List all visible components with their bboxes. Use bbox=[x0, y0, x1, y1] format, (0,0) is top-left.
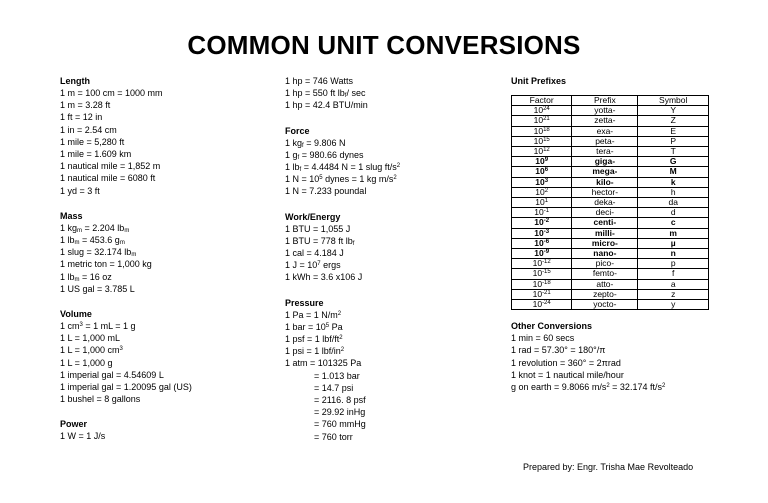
force-line: 1 $N = 10^5$ dynes = 1 kg $m/s^2$ bbox=[285, 174, 397, 185]
other-title: Other Conversions bbox=[511, 321, 593, 332]
power-line: 1 hp = 550 ft $lb_f/$ sec bbox=[285, 88, 366, 100]
factor-cell: $10^{-1}$ bbox=[512, 208, 572, 218]
symbol-cell: M bbox=[638, 167, 709, 177]
prefix-row bbox=[512, 269, 709, 279]
prefix-table bbox=[511, 95, 709, 310]
volume-title: Volume bbox=[60, 309, 92, 320]
factor-cell: $10^{-21}$ bbox=[512, 289, 572, 299]
pressure-title: Pressure bbox=[285, 297, 324, 308]
symbol-cell: c bbox=[638, 218, 709, 228]
symbol-cell: m bbox=[638, 228, 709, 238]
work-line: 1 BTU = 778 ft $lb_f$ bbox=[285, 235, 355, 247]
symbol-cell: T bbox=[638, 147, 709, 157]
volume-line: 1 L = 1,000 g bbox=[60, 357, 113, 368]
symbol-cell: y bbox=[638, 300, 709, 310]
factor-cell: $10^{-3}$ bbox=[512, 228, 572, 238]
volume-line: 1 imperial gal = 4.54609 L bbox=[60, 369, 164, 380]
force-section bbox=[285, 125, 500, 198]
pressure-line: = 2116. 8 psf bbox=[314, 395, 366, 406]
prefix-cell: zetta- bbox=[572, 116, 638, 126]
prefix-row bbox=[512, 238, 709, 248]
pressure-line: = 29.92 inHg bbox=[314, 407, 366, 418]
volume-line: 1 $cm^3 = 1$ mL = 1 g bbox=[60, 321, 136, 332]
force-line: 1 N = 7.233 poundal bbox=[285, 186, 367, 197]
prefix-row bbox=[512, 300, 709, 310]
other-line: 1 rad = 57.30° = 180°/π bbox=[511, 345, 606, 356]
mass-line: 1 $lb_m = 16$ oz bbox=[60, 271, 112, 283]
prefix-cell: yotta- bbox=[572, 106, 638, 116]
symbol-cell: P bbox=[638, 136, 709, 146]
power-section bbox=[60, 418, 270, 442]
prefix-cell: pico- bbox=[572, 259, 638, 269]
column-3 bbox=[511, 75, 726, 393]
symbol-cell: µ bbox=[638, 238, 709, 248]
factor-cell: $10^{15}$ bbox=[512, 136, 572, 146]
prefix-cell: tera- bbox=[572, 147, 638, 157]
other-line: 1 min = 60 secs bbox=[511, 333, 575, 344]
prefix-cell: kilo- bbox=[572, 177, 638, 187]
length-line: 1 nautical mile = 1,852 m bbox=[60, 161, 161, 172]
prefix-cell: atto- bbox=[572, 279, 638, 289]
factor-cell: $10^2$ bbox=[512, 187, 572, 197]
prefix-cell: milli- bbox=[572, 228, 638, 238]
length-section bbox=[60, 75, 270, 197]
mass-title: Mass bbox=[60, 210, 83, 221]
other-line: 1 revolution = 360° = 2πrad bbox=[511, 357, 621, 368]
symbol-cell: a bbox=[638, 279, 709, 289]
length-line: 1 mile = 1.609 km bbox=[60, 149, 132, 160]
symbol-cell: Y bbox=[638, 106, 709, 116]
pressure-line: = 760 mmHg bbox=[314, 419, 366, 430]
prefix-cell: nano- bbox=[572, 249, 638, 259]
factor-cell: $10^{-18}$ bbox=[512, 279, 572, 289]
prefix-row bbox=[512, 228, 709, 238]
other-section bbox=[511, 320, 726, 393]
factor-cell: $10^{-9}$ bbox=[512, 249, 572, 259]
factor-header: Factor bbox=[512, 96, 572, 106]
symbol-cell: k bbox=[638, 177, 709, 187]
prefix-row bbox=[512, 198, 709, 208]
volume-line: 1 L = 1,000 mL bbox=[60, 333, 120, 344]
prefix-table-header bbox=[512, 96, 709, 106]
mass-line: 1 $kg_m = 2.204$ $lb_m$ bbox=[60, 222, 130, 234]
factor-cell: $10^{21}$ bbox=[512, 116, 572, 126]
pressure-line: = 1.013 bar bbox=[314, 370, 360, 381]
factor-cell: $10^{-2}$ bbox=[512, 218, 572, 228]
work-line: 1 cal = 4.184 J bbox=[285, 248, 344, 259]
prefixes-title: Unit Prefixes bbox=[511, 76, 567, 86]
column-1 bbox=[60, 75, 270, 456]
prefix-row bbox=[512, 279, 709, 289]
prefix-row bbox=[512, 187, 709, 197]
prefix-row bbox=[512, 126, 709, 136]
work-line: 1 BTU = 1,055 J bbox=[285, 223, 351, 234]
volume-line: 1 L = 1,000 $cm^3$ bbox=[60, 345, 123, 356]
prefix-row bbox=[512, 147, 709, 157]
prefix-row bbox=[512, 259, 709, 269]
prefix-header: Prefix bbox=[572, 96, 638, 106]
prefix-row bbox=[512, 208, 709, 218]
symbol-cell: d bbox=[638, 208, 709, 218]
symbol-cell: G bbox=[638, 157, 709, 167]
power-continued bbox=[285, 75, 500, 112]
column-2 bbox=[285, 75, 500, 456]
work-title: Work/Energy bbox=[285, 211, 341, 222]
prefix-cell: mega- bbox=[572, 167, 638, 177]
other-line: g on earth = 9.8066 $m/s^2 = 32.174$ $ft/s^2$ bbox=[511, 382, 666, 393]
prefix-cell: centi- bbox=[572, 218, 638, 228]
prefix-row bbox=[512, 249, 709, 259]
factor-cell: $10^{-12}$ bbox=[512, 259, 572, 269]
factor-cell: $10^{18}$ bbox=[512, 126, 572, 136]
mass-line: 1 metric ton = 1,000 kg bbox=[60, 259, 152, 270]
prefix-row bbox=[512, 157, 709, 167]
page-title: COMMON UNIT CONVERSIONS bbox=[187, 30, 581, 60]
prefix-row bbox=[512, 177, 709, 187]
symbol-cell: Z bbox=[638, 116, 709, 126]
power-line: 1 W = 1 J/s bbox=[60, 431, 106, 442]
pressure-line: = 760 torr bbox=[314, 431, 353, 442]
symbol-cell: E bbox=[638, 126, 709, 136]
prefix-row bbox=[512, 136, 709, 146]
work-section bbox=[285, 211, 500, 284]
factor-cell: $10^{-24}$ bbox=[512, 300, 572, 310]
mass-line: 1 $lb_m = 453.6$ $g_m$ bbox=[60, 235, 125, 247]
symbol-cell: z bbox=[638, 289, 709, 299]
pressure-line: 1 atm = 101325 Pa bbox=[285, 358, 362, 369]
pressure-line: 1 psi = 1 lbf/$in^2$ bbox=[285, 346, 345, 357]
factor-cell: $10^6$ bbox=[512, 167, 572, 177]
force-line: 1 $kg_f = 9.806$ N bbox=[285, 137, 346, 149]
symbol-cell: p bbox=[638, 259, 709, 269]
length-line: 1 mile = 5,280 ft bbox=[60, 136, 125, 147]
symbol-cell: n bbox=[638, 249, 709, 259]
pressure-section bbox=[285, 297, 500, 443]
factor-cell: $10^9$ bbox=[512, 157, 572, 167]
prepared-by: Prepared by: Engr. Trisha Mae Revolteado bbox=[523, 462, 694, 472]
length-line: 1 m = 100 cm = 1000 mm bbox=[60, 88, 163, 98]
prefix-cell: deka- bbox=[572, 198, 638, 208]
prefix-cell: exa- bbox=[572, 126, 638, 136]
length-line: 1 m = 3.28 ft bbox=[60, 100, 111, 111]
prefix-cell: zepto- bbox=[572, 289, 638, 299]
factor-cell: $10^{-15}$ bbox=[512, 269, 572, 279]
prefix-cell: hector- bbox=[572, 187, 638, 197]
factor-cell: $10^{-6}$ bbox=[512, 238, 572, 248]
force-line: 1 $lb_f = 4.4484$ N = 1 slug $ft/s^2$ bbox=[285, 162, 401, 174]
prefix-row bbox=[512, 218, 709, 228]
pressure-line: = 14.7 psi bbox=[314, 382, 354, 393]
prefix-cell: femto- bbox=[572, 269, 638, 279]
prefix-row bbox=[512, 116, 709, 126]
length-line: 1 nautical mile = 6080 ft bbox=[60, 173, 156, 184]
factor-cell: $10^1$ bbox=[512, 198, 572, 208]
volume-line: 1 imperial gal = 1.20095 gal (US) bbox=[60, 382, 192, 393]
work-line: 1 kWh = 3.6 x106 J bbox=[285, 272, 363, 283]
prefix-cell: giga- bbox=[572, 157, 638, 167]
mass-line: 1 slug = 32.174 $lb_m$ bbox=[60, 247, 137, 259]
power-title: Power bbox=[60, 419, 88, 430]
mass-line: 1 US gal = 3.785 L bbox=[60, 283, 135, 294]
prefix-cell: micro- bbox=[572, 238, 638, 248]
mass-section bbox=[60, 210, 270, 295]
force-line: 1 $g_f = 980.66$ dynes bbox=[285, 149, 364, 161]
power-line: 1 hp = 42.4 BTU/min bbox=[285, 100, 368, 111]
symbol-header: Symbol bbox=[638, 96, 709, 106]
pressure-line: 1 bar = $10^5$ Pa bbox=[285, 321, 343, 332]
prefix-row bbox=[512, 106, 709, 116]
prefix-cell: deci- bbox=[572, 208, 638, 218]
volume-line: 1 bushel = 8 gallons bbox=[60, 394, 141, 405]
power-line: 1 hp = 746 Watts bbox=[285, 76, 353, 86]
prefix-cell: yocto- bbox=[572, 300, 638, 310]
other-line: 1 knot = 1 nautical mile/hour bbox=[511, 369, 624, 380]
work-line: 1 $J = 10^7$ ergs bbox=[285, 260, 341, 271]
factor-cell: $10^3$ bbox=[512, 177, 572, 187]
factor-cell: $10^{12}$ bbox=[512, 147, 572, 157]
pressure-line: 1 psf = 1 lbf/$ft^2$ bbox=[285, 334, 343, 345]
symbol-cell: h bbox=[638, 187, 709, 197]
factor-cell: $10^{24}$ bbox=[512, 106, 572, 116]
length-line: 1 in = 2.54 cm bbox=[60, 124, 117, 135]
length-line: 1 yd = 3 ft bbox=[60, 185, 100, 196]
prefix-row bbox=[512, 289, 709, 299]
prefix-row bbox=[512, 167, 709, 177]
prefix-cell: peta- bbox=[572, 136, 638, 146]
symbol-cell: f bbox=[638, 269, 709, 279]
symbol-cell: da bbox=[638, 198, 709, 208]
length-line: 1 ft = 12 in bbox=[60, 112, 103, 123]
force-title: Force bbox=[285, 125, 310, 136]
volume-section bbox=[60, 308, 270, 405]
pressure-line: 1 Pa = 1 $N/m^2$ bbox=[285, 309, 342, 320]
length-title: Length bbox=[60, 76, 90, 86]
